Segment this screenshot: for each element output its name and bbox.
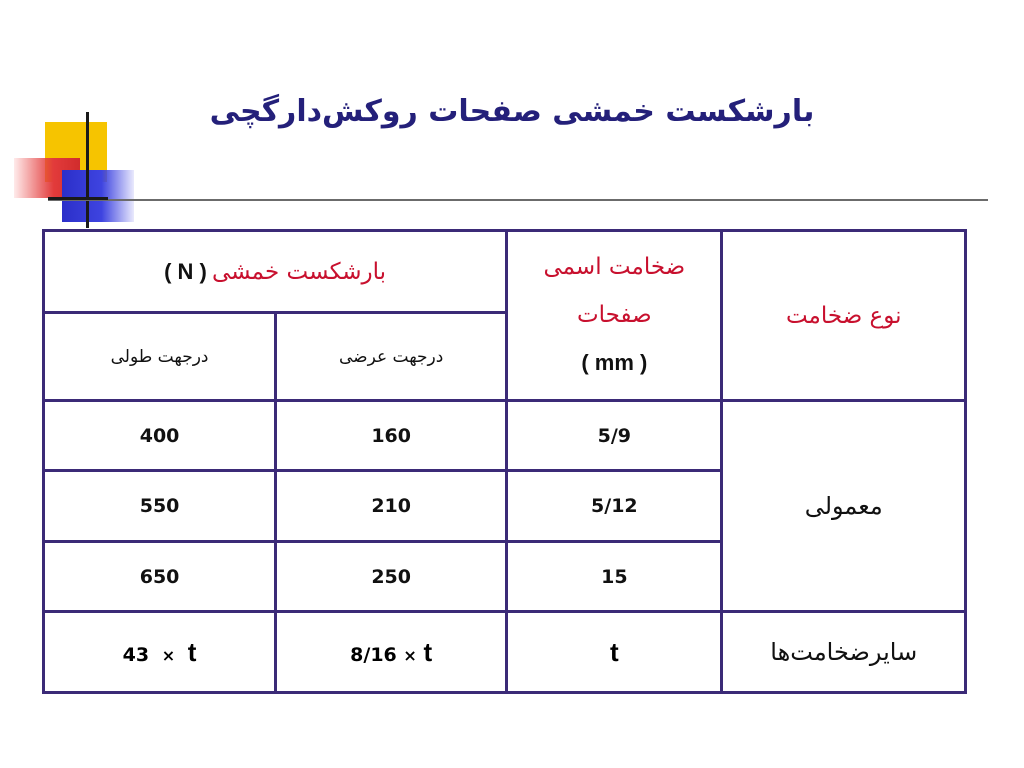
header-strength [44, 231, 507, 313]
longitudinal-var: t [187, 636, 197, 667]
longitudinal-cell: 400 [44, 401, 276, 471]
header-transverse-label: درجهت عرضی [338, 346, 444, 367]
type-other-label: سایرضخامت‌ها [770, 638, 918, 666]
transverse-var: t [423, 636, 433, 667]
transverse-coef: 8/16 [350, 643, 397, 666]
slide-title: بارشکست خمشی صفحات روکش‌دارگچی [209, 94, 815, 129]
longitudinal-coef: 43 [122, 643, 150, 666]
thickness-cell: 5/12 [507, 471, 722, 542]
header-type [722, 231, 966, 401]
times-symbol: × [403, 645, 417, 665]
header-thickness [507, 231, 722, 401]
logo-horizontal-line [48, 197, 108, 200]
header-type-label: نوع ضخامت [785, 302, 902, 329]
type-other-cell [722, 612, 966, 693]
thickness-cell: 5/9 [507, 401, 722, 471]
header-thickness-unit: ( mm ) [581, 349, 648, 375]
transverse-other-cell [276, 612, 507, 693]
thickness-cell: 15 [507, 542, 722, 612]
longitudinal-cell: 550 [44, 471, 276, 542]
header-longitudinal-label: درجهت طولی [110, 346, 209, 367]
header-longitudinal [44, 313, 276, 401]
header-strength-label: بارشکست خمشی [211, 258, 387, 285]
type-common-label: معمولی [804, 492, 883, 520]
table-row-other [44, 612, 966, 693]
type-common-cell [722, 401, 966, 612]
transverse-cell: 250 [276, 542, 507, 612]
thickness-other-value: t [610, 636, 619, 667]
times-symbol: × [161, 645, 176, 665]
transverse-cell: 160 [276, 401, 507, 471]
header-thickness-line1: ضخامت اسمی [543, 253, 686, 280]
header-thickness-line2: صفحات [577, 301, 652, 328]
longitudinal-other-cell [44, 612, 276, 693]
header-transverse [276, 313, 507, 401]
flexural-strength-table [42, 229, 967, 694]
longitudinal-cell: 650 [44, 542, 276, 612]
transverse-formula [350, 637, 432, 668]
header-strength-unit: ( N ) [164, 258, 207, 284]
longitudinal-formula [123, 637, 197, 668]
title-divider-line [48, 199, 988, 201]
table-row [44, 401, 966, 471]
transverse-cell: 210 [276, 471, 507, 542]
logo-blue-square [62, 170, 134, 222]
thickness-other-cell [507, 612, 722, 693]
logo-vertical-line [86, 112, 89, 228]
